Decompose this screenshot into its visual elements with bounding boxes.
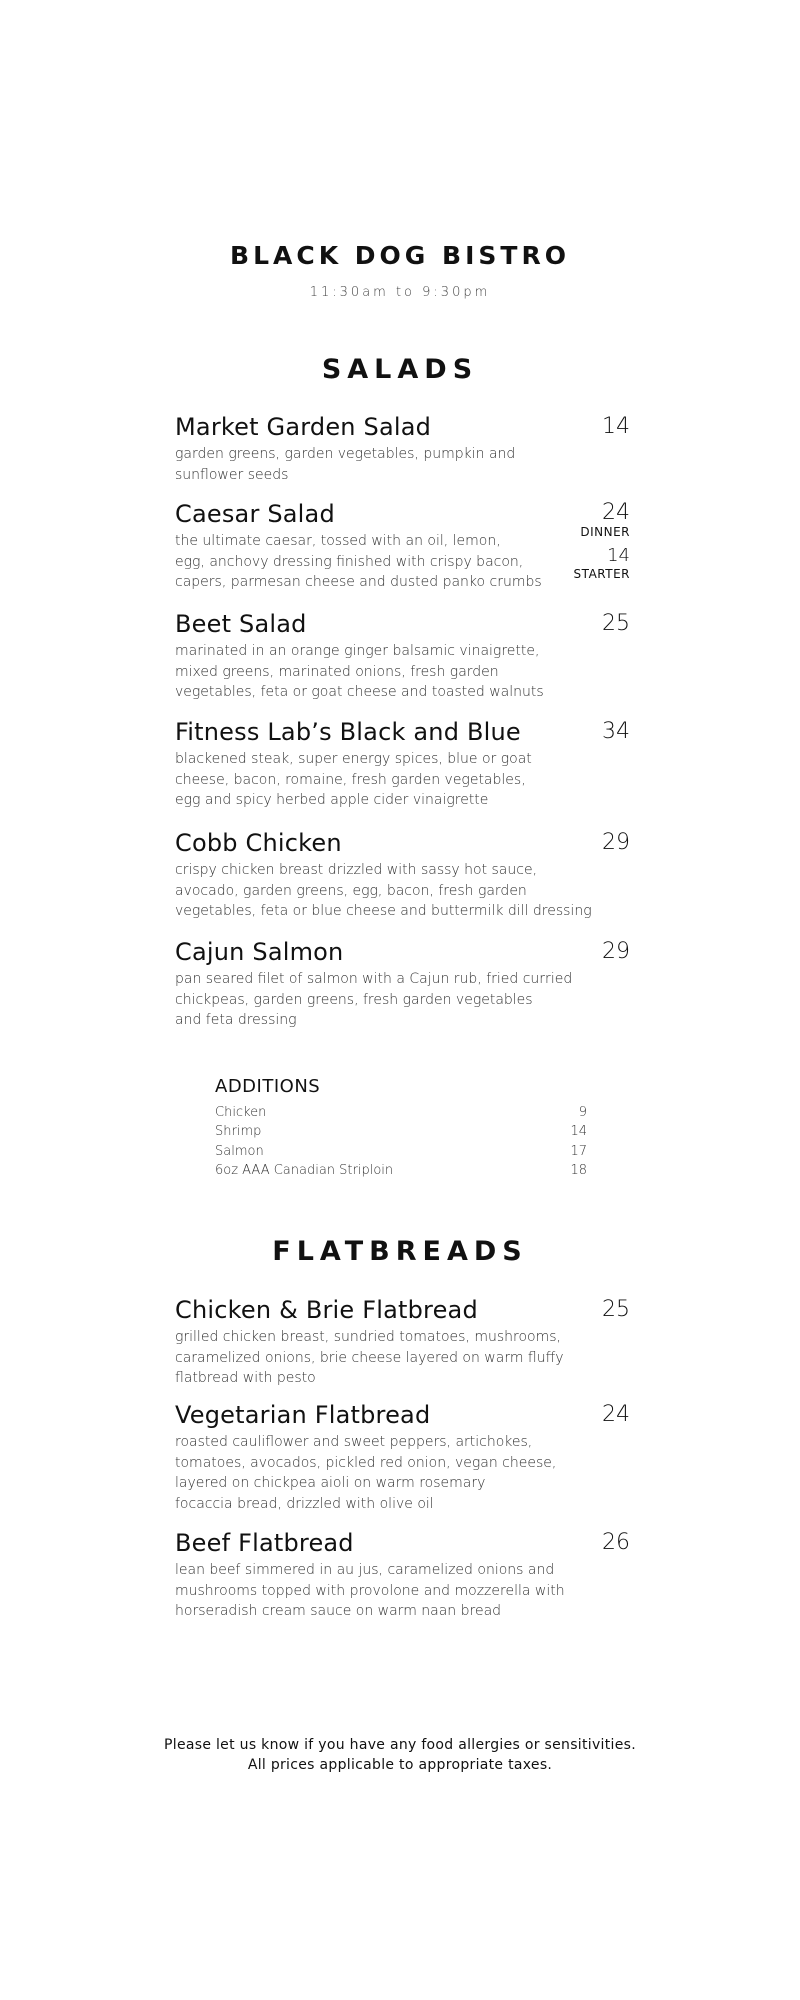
item-price: 25 — [602, 1297, 630, 1322]
item-description: marinated in an orange ginger balsamic vinaigrette, mixed greens, marinated onions, fresh garden vegetables, feta or goat cheese and toasted walnuts — [175, 643, 544, 700]
item-price: 26 — [602, 1530, 630, 1555]
addition-row — [215, 1103, 587, 1122]
addition-name: Salmon — [215, 1143, 264, 1159]
menu-item — [175, 828, 630, 922]
item-name: Cajun Salmon — [175, 938, 344, 966]
item-description: pan seared filet of salmon with a Cajun rub, fried curried chickpeas, garden greens, fresh garden vegetables and feta dressing — [175, 971, 573, 1028]
addition-price: 14 — [570, 1124, 587, 1140]
footer-allergy-note: Please let us know if you have any food allergies or sensitivities. — [164, 1737, 636, 1753]
item-name: Caesar Salad — [175, 500, 335, 528]
menu-item — [175, 937, 630, 1031]
item-description: crispy chicken breast drizzled with sassy hot sauce, avocado, garden greens, egg, bacon, fresh garden vegetables, feta or blue cheese and buttermilk dill dressing — [175, 862, 592, 919]
opening-hours: 11:30am to 9:30pm — [309, 285, 491, 300]
addition-name: Shrimp — [215, 1124, 262, 1140]
item-price: 29 — [602, 939, 630, 964]
item-name: Cobb Chicken — [175, 829, 342, 857]
addition-name: 6oz AAA Canadian Striploin — [215, 1162, 394, 1178]
item-description: garden greens, garden vegetables, pumpkin and sunflower seeds — [175, 446, 516, 483]
item-description: roasted cauliflower and sweet peppers, artichokes, tomatoes, avocados, pickled red onion, vegan cheese, layered on chickpea aioli on warm rosemary focaccia bread, drizzled with olive oil — [175, 1434, 557, 1512]
item-description: lean beef simmered in au jus, caramelized onions and mushrooms topped with provolone and mozzerella with horseradish cream sauce on warm naan bread — [175, 1562, 565, 1619]
menu-item — [175, 1528, 630, 1622]
addition-row — [215, 1142, 587, 1161]
item-name: Chicken & Brie Flatbread — [175, 1296, 478, 1324]
menu-item — [175, 1400, 630, 1514]
item-name: Vegetarian Flatbread — [175, 1401, 431, 1429]
item-price: 14 — [602, 414, 630, 439]
item-price: 24 — [602, 1402, 630, 1427]
section-title-flatbreads: FLATBREADS — [272, 1236, 528, 1267]
item-name: Beet Salad — [175, 610, 307, 638]
item-description: blackened steak, super energy spices, blue or goat cheese, bacon, romaine, fresh garden vegetables, egg and spicy herbed apple cider vinaigrette — [175, 751, 532, 808]
item-price: 25 — [602, 611, 630, 636]
menu-item — [175, 609, 630, 703]
item-description: grilled chicken breast, sundried tomatoes, mushrooms, caramelized onions, brie cheese layered on warm fluffy flatbread with pesto — [175, 1329, 564, 1386]
addition-price: 17 — [570, 1143, 587, 1159]
additions-title: ADDITIONS — [215, 1076, 321, 1097]
menu-item — [175, 412, 630, 485]
item-price: 29 — [602, 830, 630, 855]
item-name: Market Garden Salad — [175, 413, 432, 441]
additions-list — [215, 1076, 587, 1180]
menu-item — [175, 1295, 630, 1389]
price-label-starter: STARTER — [573, 567, 630, 581]
addition-row — [215, 1122, 587, 1141]
price-dinner: 24 — [602, 500, 630, 525]
menu-item — [175, 717, 630, 811]
item-price: 34 — [602, 719, 630, 744]
item-name: Beef Flatbread — [175, 1529, 354, 1557]
addition-price: 18 — [570, 1162, 587, 1178]
price-label-dinner: DINNER — [580, 525, 630, 539]
price-starter: 14 — [607, 545, 630, 566]
menu-item — [175, 499, 630, 593]
addition-row — [215, 1161, 587, 1180]
item-name: Fitness Lab’s Black and Blue — [175, 718, 521, 746]
addition-price: 9 — [578, 1105, 587, 1120]
footer-note — [0, 1735, 800, 1775]
footer-tax-note: All prices applicable to appropriate taxes. — [247, 1757, 553, 1773]
item-description: the ultimate caesar, tossed with an oil, lemon, egg, anchovy dressing finished with crispy bacon, capers, parmesan cheese and dusted panko crumbs — [175, 533, 542, 590]
price-options — [574, 501, 630, 581]
section-title-salads: SALADS — [321, 354, 479, 385]
restaurant-title: BLACK DOG BISTRO — [230, 241, 570, 270]
addition-name: Chicken — [215, 1105, 267, 1120]
